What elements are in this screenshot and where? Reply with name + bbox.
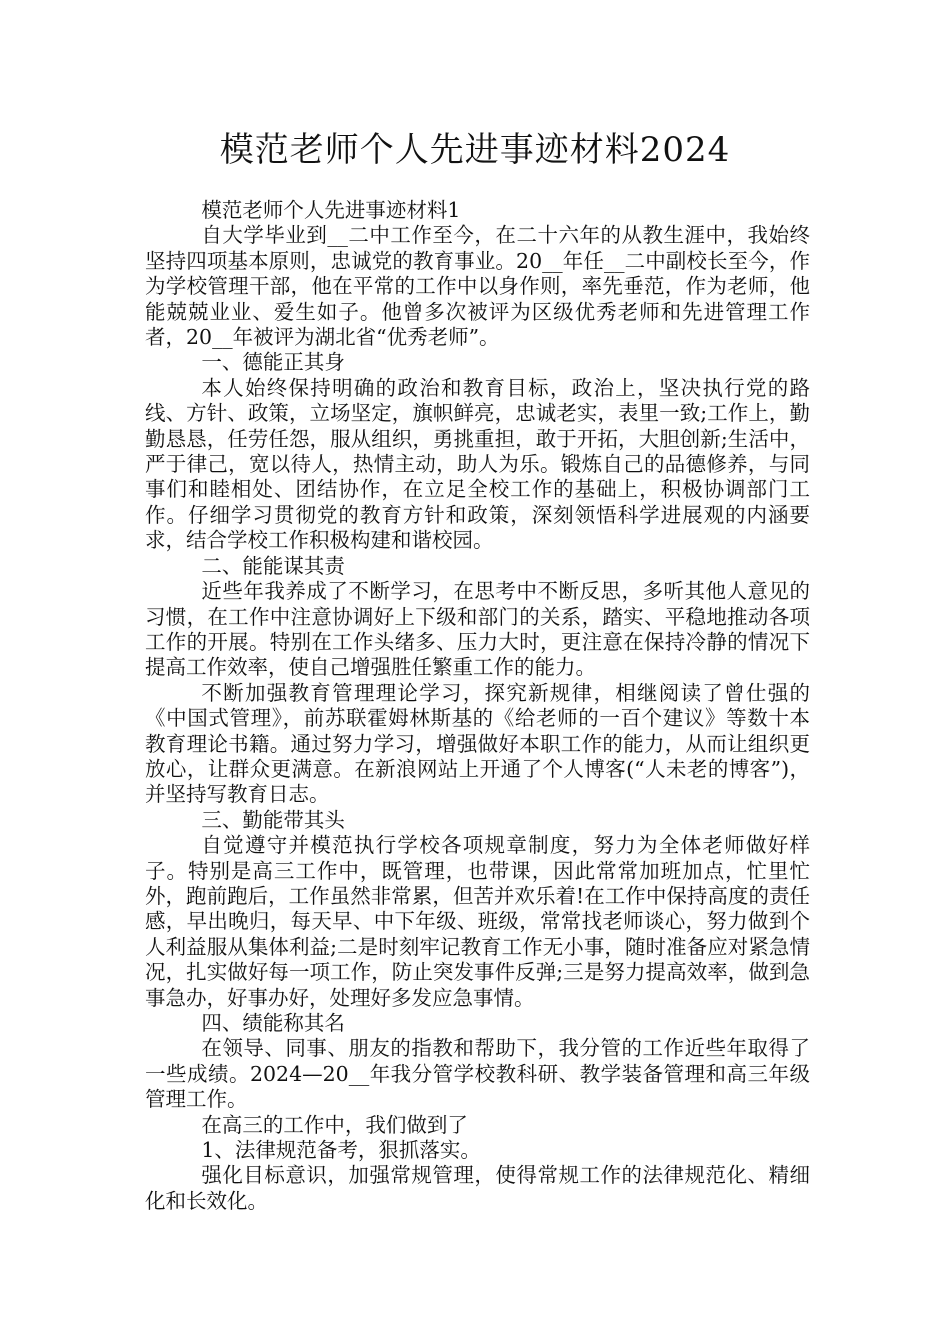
body-paragraph: 本人始终保持明确的政治和教育目标，政治上，坚决执行党的路线、方针、政策，立场坚定，旗帜鲜亮，忠诚老实，表里一致;工作上，勤勤恳恳，任劳任怨，服从组织，勇挑重担，敢于开拓，大胆创新;生活中，严于律己，宽以待人，热情主动，助人为乐。锻炼自己的品德修养，与同事们和睦相处、团结协作，在立足全校工作的基础上，积极协调部门工作。仔细学习贯彻党的教育方针和政策，深刻领悟科学进展观的内涵要求，结合学校工作积极构建和谐校园。 — [145, 375, 810, 553]
document-body — [145, 198, 810, 1214]
body-paragraph: 强化目标意识，加强常规管理，使得常规工作的法律规范化、精细化和长效化。 — [145, 1163, 810, 1213]
body-paragraph: 自觉遵守并模范执行学校各项规章制度，努力为全体老师做好样子。特别是高三工作中，既管理，也带课，因此常常加班加点，忙里忙外，跑前跑后，工作虽然非常累，但苦并欢乐着!在工作中保持高度的责任感，早出晚归，每天早、中下年级、班级，常常找老师谈心，努力做到个人利益服从集体利益;二是时刻牢记教育工作无小事，随时准备应对紧急情况，扎实做好每一项工作，防止突发事件反弹;三是努力提高效率，做到急事急办，好事办好，处理好多发应急事情。 — [145, 833, 810, 1010]
list-item-heading: 1、法律规范备考，狠抓落实。 — [201, 1138, 481, 1163]
subtitle-paragraph: 模范老师个人先进事迹材料1 — [201, 198, 461, 222]
body-paragraph: 自大学毕业到__二中工作至今，在二十六年的从教生涯中，我始终坚持四项基本原则，忠诚党的教育事业。20__年任__二中副校长至今，作为学校管理干部，他在平常的工作中以身作则，率先垂范，作为老师，他能兢兢业业、爱生如子。他曾多次被评为区级优秀老师和先进管理工作者，20__年被评为湖北省“优秀老师”。 — [145, 223, 810, 350]
body-paragraph: 近些年我养成了不断学习，在思考中不断反思，多听其他人意见的习惯，在工作中注意协调好上下级和部门的关系，踏实、平稳地推动各项工作的开展。特别在工作头绪多、压力大时，更注意在保持冷静的情况下提高工作效率，使自己增强胜任繁重工作的能力。 — [145, 579, 810, 680]
section-heading: 二、能能谋其责 — [201, 553, 345, 578]
document-title: 模范老师个人先进事迹材料2024 — [219, 130, 731, 170]
section-heading: 三、勤能带其头 — [201, 807, 345, 832]
section-heading: 一、德能正其身 — [201, 350, 345, 375]
section-heading: 四、绩能称其名 — [201, 1011, 345, 1035]
body-paragraph: 不断加强教育管理理论学习，探究新规律，相继阅读了曾仕强的《中国式管理》，前苏联霍姆林斯基的《给老师的一百个建议》等数十本教育理论书籍。通过努力学习，增强做好本职工作的能力，从而让组织更放心，让群众更满意。在新浪网站上开通了个人博客(“人未老的博客”)，并坚持写教育日志。 — [145, 680, 810, 807]
body-paragraph: 在领导、同事、朋友的指教和帮助下，我分管的工作近些年取得了一些成绩。2024—20__年我分管学校教科研、教学装备管理和高三年级管理工作。 — [145, 1036, 810, 1112]
body-paragraph: 在高三的工作中，我们做到了 — [201, 1112, 468, 1137]
